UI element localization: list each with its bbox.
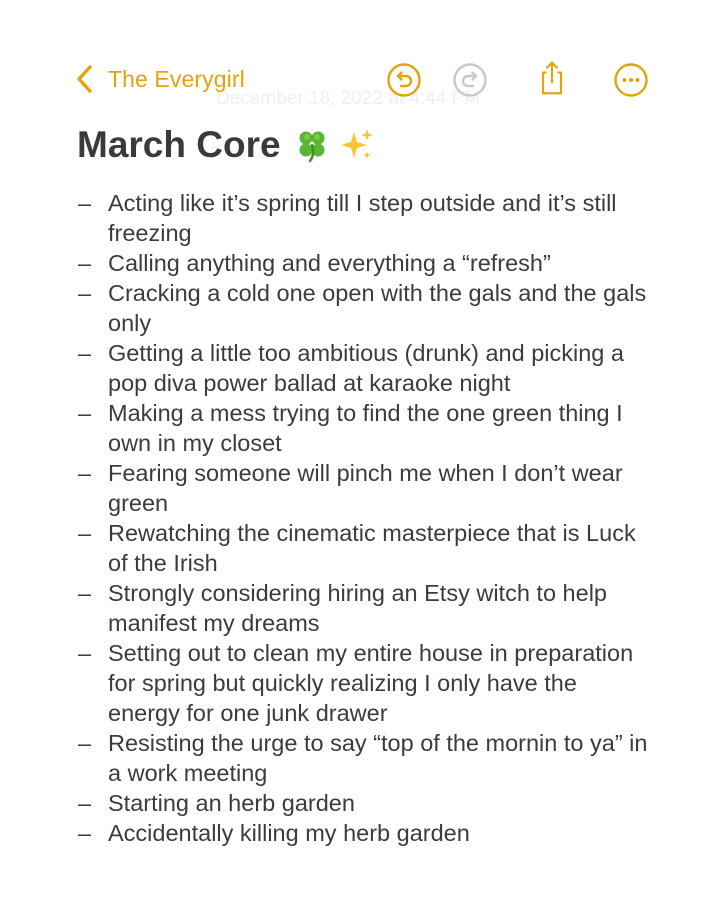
more-icon[interactable] <box>613 62 649 98</box>
list-item <box>78 518 648 578</box>
list-item-text: Resisting the urge to say “top of the mornin to ya” in a work meeting <box>108 730 648 786</box>
list-item <box>78 458 648 518</box>
list-item <box>78 398 648 458</box>
list-bullet: – <box>78 280 92 306</box>
undo-icon[interactable] <box>386 62 422 98</box>
list-bullet: – <box>78 250 92 276</box>
list-item <box>78 278 648 338</box>
list-item-text: Making a mess trying to find the one green thing I own in my closet <box>108 400 623 456</box>
list-bullet: – <box>78 400 92 426</box>
list-bullet: – <box>78 790 92 816</box>
list-bullet: – <box>78 460 92 486</box>
list-bullet: – <box>78 730 92 756</box>
list-item-text: Accidentally killing my herb garden <box>108 820 470 846</box>
list-item-text: Fearing someone will pinch me when I don’t wear green <box>108 460 623 516</box>
list-item <box>78 578 648 638</box>
list-item-text: Strongly considering hiring an Etsy witch to help manifest my dreams <box>108 580 607 636</box>
list-bullet: – <box>78 580 92 606</box>
toolbar <box>0 60 720 109</box>
list-bullet: – <box>78 340 92 366</box>
list-item <box>78 788 648 818</box>
sparkles-icon <box>337 126 375 164</box>
list-item-text: Cracking a cold one open with the gals and the gals only <box>108 280 647 336</box>
list-item-text: Calling anything and everything a “refresh” <box>108 250 551 276</box>
list-item <box>78 188 648 248</box>
list-item-text: Getting a little too ambitious (drunk) and picking a pop diva power ballad at karaoke night <box>108 340 624 396</box>
note-title-text: March Core <box>77 124 281 165</box>
list-item-text: Starting an herb garden <box>108 790 355 816</box>
back-button[interactable] <box>74 64 245 94</box>
list-bullet: – <box>78 190 92 216</box>
share-icon[interactable] <box>534 60 570 96</box>
list-item <box>78 338 648 398</box>
list-bullet: – <box>78 520 92 546</box>
chevron-left-icon <box>74 64 96 94</box>
list-item <box>78 818 648 848</box>
note-list <box>78 188 648 848</box>
list-bullet: – <box>78 640 92 666</box>
note-title <box>77 124 375 166</box>
list-item <box>78 638 648 728</box>
redo-icon[interactable] <box>452 62 488 98</box>
list-bullet: – <box>78 820 92 846</box>
list-item-text: Setting out to clean my entire house in preparation for spring but quickly realizing I only have the energy for one junk drawer <box>108 640 634 726</box>
list-item <box>78 248 648 278</box>
four-leaf-clover-icon <box>293 126 331 164</box>
list-item-text: Rewatching the cinematic masterpiece that is Luck of the Irish <box>108 520 636 576</box>
note-date: December 18, 2022 at 4:44 PM <box>216 88 481 109</box>
back-button-label: The Everygirl <box>108 65 245 92</box>
list-item-text: Acting like it’s spring till I step outside and it’s still freezing <box>108 190 617 246</box>
list-item <box>78 728 648 788</box>
